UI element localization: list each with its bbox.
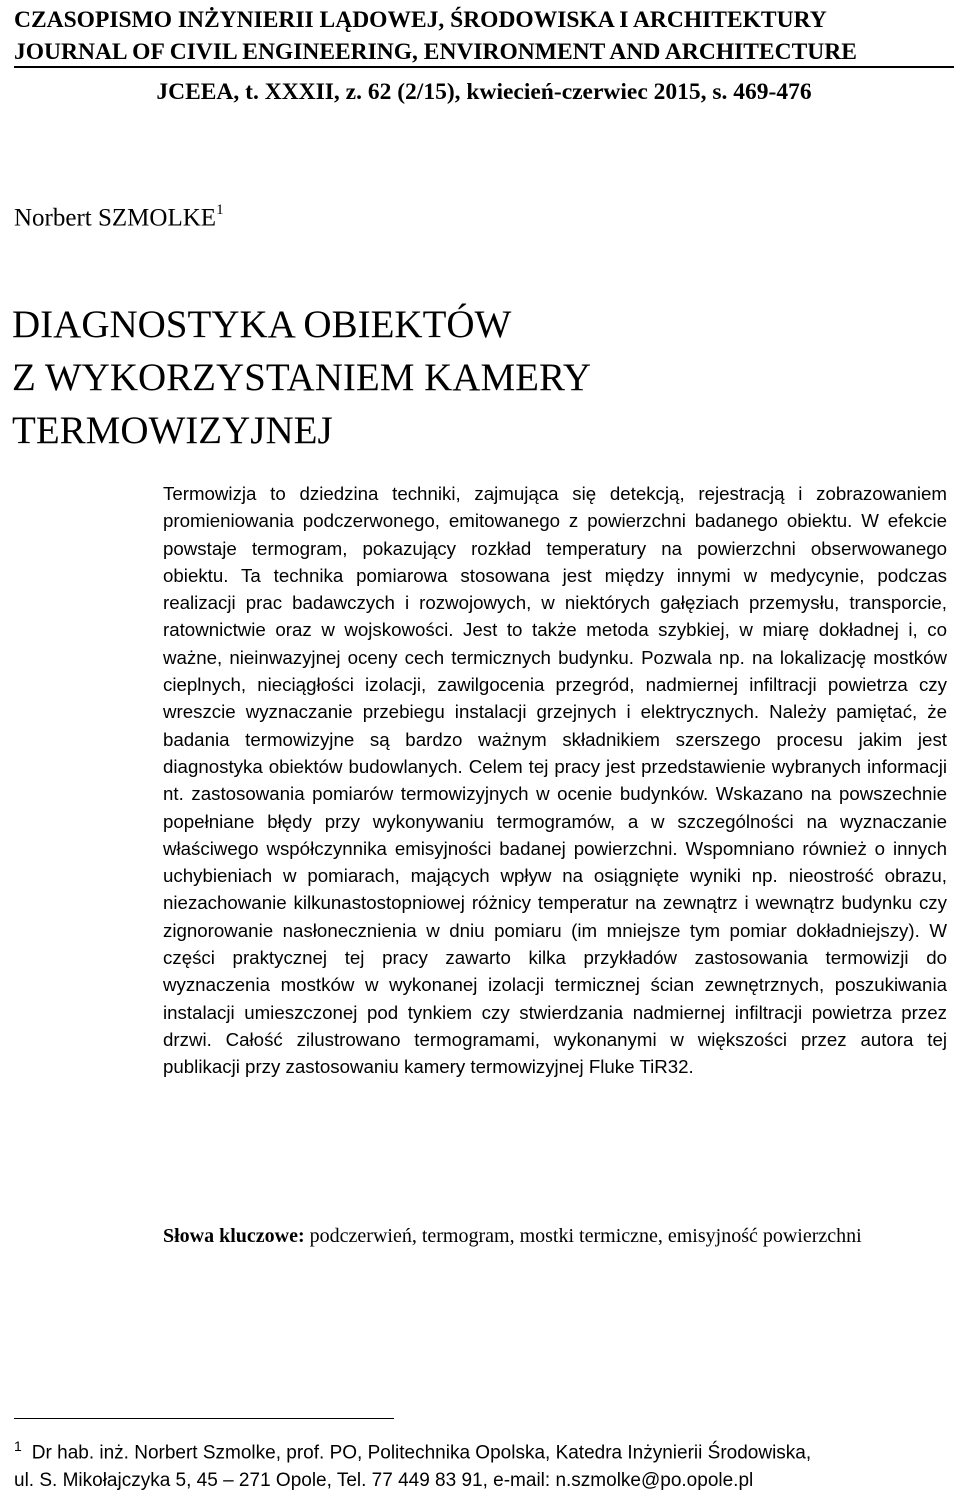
title-line-1: DIAGNOSTYKA OBIEKTÓW [12, 303, 512, 346]
journal-name-polish: CZASOPISMO INŻYNIERII LĄDOWEJ, ŚRODOWISKA I ARCHITEKTURY [14, 7, 827, 33]
header-rule [14, 66, 954, 68]
abstract [163, 480, 947, 1081]
footnote-rule [14, 1418, 394, 1419]
footnote-affiliation: Dr hab. inż. Norbert Szmolke, prof. PO, Politechnika Opolska, Katedra Inżynierii Środowiska, [31, 1442, 812, 1464]
keywords-text: podczerwień, termogram, mostki termiczne, emisyjność powierzchni [309, 1225, 862, 1247]
footnote-number: 1 [14, 1438, 22, 1454]
author-footnote-mark: 1 [216, 202, 224, 218]
journal-issue-info: JCEEA, t. XXXII, z. 62 (2/15), kwiecień-czerwiec 2015, s. 469-476 [156, 79, 812, 105]
keywords-label: Słowa kluczowe: [163, 1225, 305, 1247]
author-line [14, 204, 224, 232]
journal-header [14, 4, 954, 108]
keywords [163, 1222, 947, 1251]
journal-name-english: JOURNAL OF CIVIL ENGINEERING, ENVIRONMENT AND ARCHITECTURE [14, 39, 857, 65]
title-line-2: Z WYKORZYSTANIEM KAMERY [12, 356, 591, 399]
paper-title [12, 298, 591, 457]
author-name: Norbert SZMOLKE [14, 204, 217, 232]
footnote [14, 1432, 954, 1495]
abstract-text: Termowizja to dziedzina techniki, zajmująca się detekcją, rejestracją i zobrazowaniem promieniowania podczerwonego, emitowanego z powierzchni badanego obiektu. W efekcie powstaje termogram, pokazujący rozkład temperatury na powierzchni obserwowanego obiektu. Ta technika pomiarowa stosowana jest między innymi w medycynie, podczas realizacji prac badawczych i rozwojowych, w niektórych gałęziach przemysłu, transporcie, ratownictwie oraz w wojskowości. Jest to także metoda szybkiej, w miarę dokładnej i, co ważne, nieinwazyjnej oceny cech termicznych budynku. Pozwala np. na lokalizację mostków cieplnych, nieciągłości izolacji, zawilgocenia przegród, nadmiernej infiltracji powietrza czy wreszcie wyznaczanie przebiegu instalacji grzejnych i elektrycznych. Należy pamiętać, że badania termowizyjne są bardzo ważnym składnikiem szerszego procesu jakim jest diagnostyka obiektów budowlanych. Celem tej pracy jest przedstawienie wybranych informacji nt. zastosowania pomiarów termowizyjnych w ocenie budynków. Wskazano na powszechnie popełniane błędy przy wykonywaniu termogramów, a w szczególności na wyznaczanie właściwego współczynnika emisyjności badanej powierzchni. Wspomniano również o innych uchybieniach w pomiarach, mających wpływ na osiągnięte wyniki np. nieostrość obrazu, niezachowanie kilkunastostopniowej różnicy temperatur na zewnątrz i wewnątrz budynku czy zignorowanie nasłonecznienia w dniu pomiaru (im mniejsze tym pomiar dokładniejszy). W części praktycznej tej pracy zawarto kilka przykładów zastosowania termowizji do wyznaczenia mostków w wykonanej izolacji termicznej ścian zewnętrznych, poszukiwania instalacji umieszczonej pod tynkiem czy stwierdzania nadmiernej infiltracji powietrza przez drzwi. Całość zilustrowano termogramami, wykonanymi w większości przez autora tej publikacji przy zastosowaniu kamery termowizyjnej Fluke TiR32. [163, 483, 947, 1078]
footnote-line-2: ul. S. Mikołajczyka 5, 45 – 271 Opole, Tel. 77 449 83 91, e-mail: n.szmolke@po.opole.pl [14, 1470, 754, 1492]
footnote-line-1 [14, 1432, 954, 1467]
title-line-3: TERMOWIZYJNEJ [12, 409, 333, 452]
